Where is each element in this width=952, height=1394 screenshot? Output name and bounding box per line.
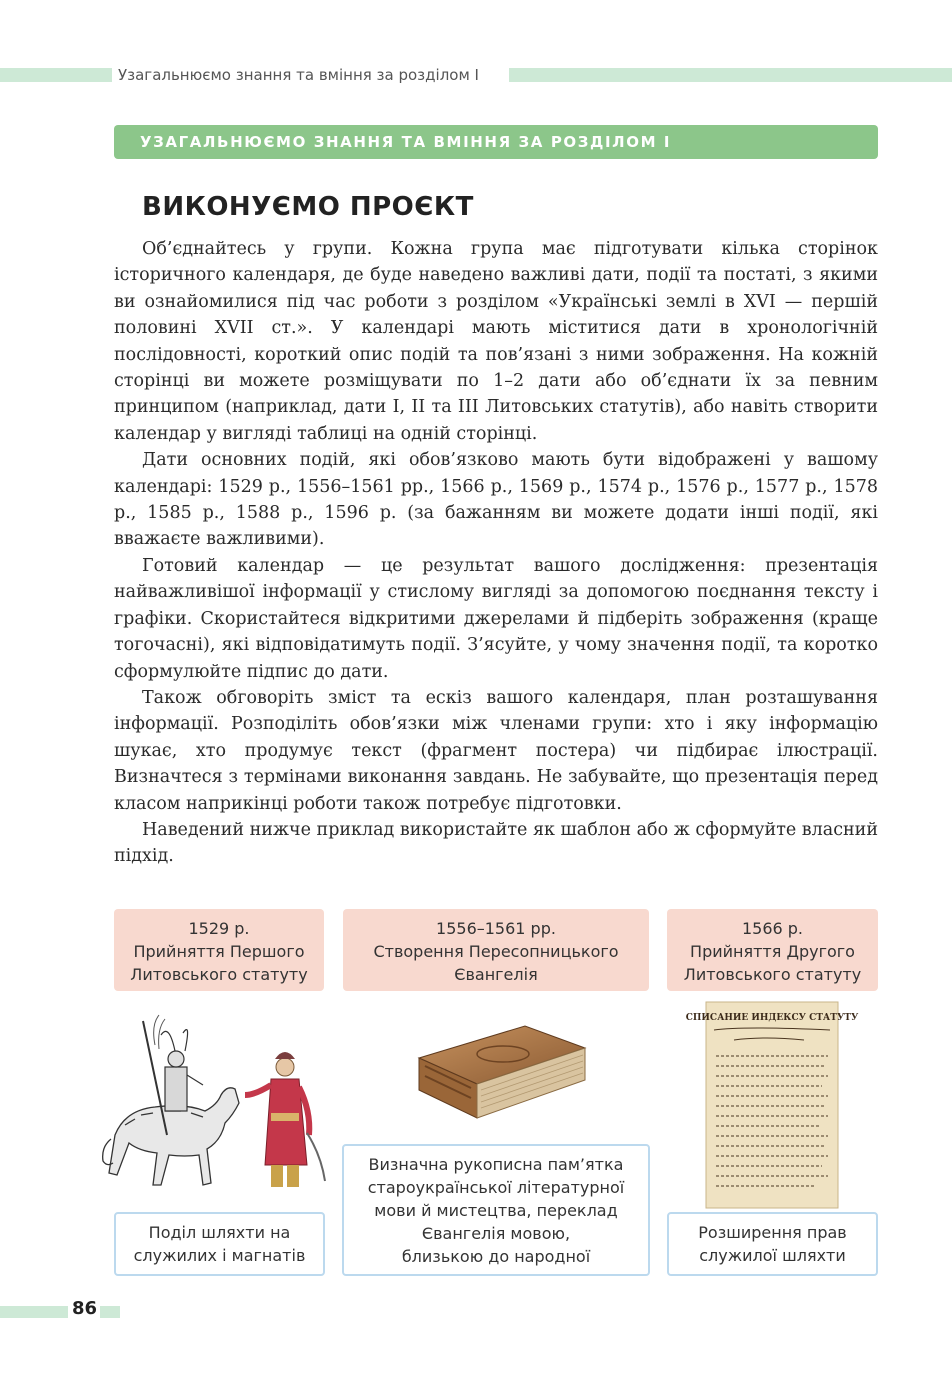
paragraph: Також обговоріть зміст та ескіз вашого календаря, план розташування інформації. Розподіліть обов’язки між членами групи: хто і яку інформацію шукає, хто продумує текст (фрагмент постера) чи підбирає ілюстрації. Визначтеся з термінами виконання завдань. Не забувайте, що презентація перед класом наприкінці роботи також потребує підготовки. xyxy=(114,687,878,814)
paragraph: Дати основних подій, які обов’язково мають бути відображені у вашому календарі: 1529 р., 1556–1561 рр., 1566 р., 1569 р., 1574 р., 1576 р., 1577 р., 1578 р., 1585 р., 1588 р., 1596 р. (за бажанням ви можете додати інші події, які вважаєте важливими). xyxy=(114,450,878,550)
caption-line: Розширення прав xyxy=(698,1223,847,1242)
statute-manuscript-image xyxy=(685,1000,859,1210)
caption-line: Євангелія мовою, xyxy=(421,1223,571,1243)
caption-line: служилої шляхти xyxy=(699,1246,846,1265)
event-date: 1529 р. xyxy=(188,919,250,938)
manuscript-heading: СПИСАНИЕ ИНДЕКСУ СТАТУТУ xyxy=(685,1013,859,1023)
event-box-1566 xyxy=(667,909,878,991)
event-title-line: Прийняття Першого xyxy=(133,942,305,961)
event-title-line: Створення Пересопницького xyxy=(373,942,619,961)
event-box-1556-1561 xyxy=(343,909,649,991)
event-date: 1566 р. xyxy=(741,919,804,938)
section-banner: УЗАГАЛЬНЮЄМО ЗНАННЯ ТА ВМІННЯ ЗА РОЗДІЛОМ I xyxy=(114,125,878,159)
caption-line: мови й мистецтва, переклад xyxy=(374,1200,618,1220)
event-date: 1556–1561 рр. xyxy=(436,919,556,938)
event-title-line: Євангелія xyxy=(454,965,538,984)
event-title-line: Литовського статуту xyxy=(130,965,308,984)
caption-rights xyxy=(667,1212,878,1276)
page-number: 86 xyxy=(72,1298,98,1319)
szlachta-illustration xyxy=(95,1015,335,1205)
project-title: ВИКОНУЄМО ПРОЄКТ xyxy=(142,192,474,222)
footer-decor-bar xyxy=(100,1306,120,1318)
caption-gospel xyxy=(342,1144,650,1276)
event-title-line: Литовського статуту xyxy=(683,965,862,984)
paragraph: Наведений нижче приклад використайте як шаблон або ж сформуйте власний підхід. xyxy=(114,819,878,867)
footer-decor-bar xyxy=(0,1306,68,1318)
caption-line: служилих і магнатів xyxy=(133,1246,306,1265)
peresopnytsia-gospel-image xyxy=(405,1018,590,1126)
caption-line: близькою до народної xyxy=(401,1246,591,1266)
paragraph: Об’єднайтесь у групи. Кожна група має підготувати кілька сторінок історичного календаря, де буде наведено важливі дати, події та постаті, з якими ви ознайомилися під час роботи з розділом «Українські землі в XVI — першій половині XVII ст.». У календарі мають міститися дати в хронологічній послідовності, короткий опис подій та пов’язані з ними зображення. На кожній сторінці ви можете розміщувати по 1–2 дати або об’єднати їх за певним принципом (наприклад, дати I, II та III Литовських статутів), або навіть створити календар у вигляді таблиці на одній сторінці. xyxy=(114,239,878,444)
caption-szlachta xyxy=(114,1212,325,1276)
paragraph: Готовий календар — це результат вашого дослідження: презентація найважливішої інформації у стислому вигляді за допомогою поєднання тексту і графіки. Скористайтеся відкритими джерелами й підберіть зображення (краще тогочасні), які відповідатимуть події. З’ясуйте, у чому значення події, та коротко сформулюйте підпис до дати. xyxy=(114,555,878,682)
header-decor-bar-right xyxy=(509,68,952,82)
caption-line: Визначна рукописна пам’ятка xyxy=(368,1154,624,1174)
event-title-line: Прийняття Другого xyxy=(690,942,855,961)
header-decor-bar-left xyxy=(0,68,112,82)
event-box-1529 xyxy=(114,909,324,991)
project-body xyxy=(114,236,878,870)
running-header: Узагальнюємо знання та вміння за розділом I xyxy=(118,66,479,84)
caption-line: староукраїнської літературної xyxy=(367,1177,625,1197)
caption-line: Поділ шляхти на xyxy=(148,1223,291,1242)
